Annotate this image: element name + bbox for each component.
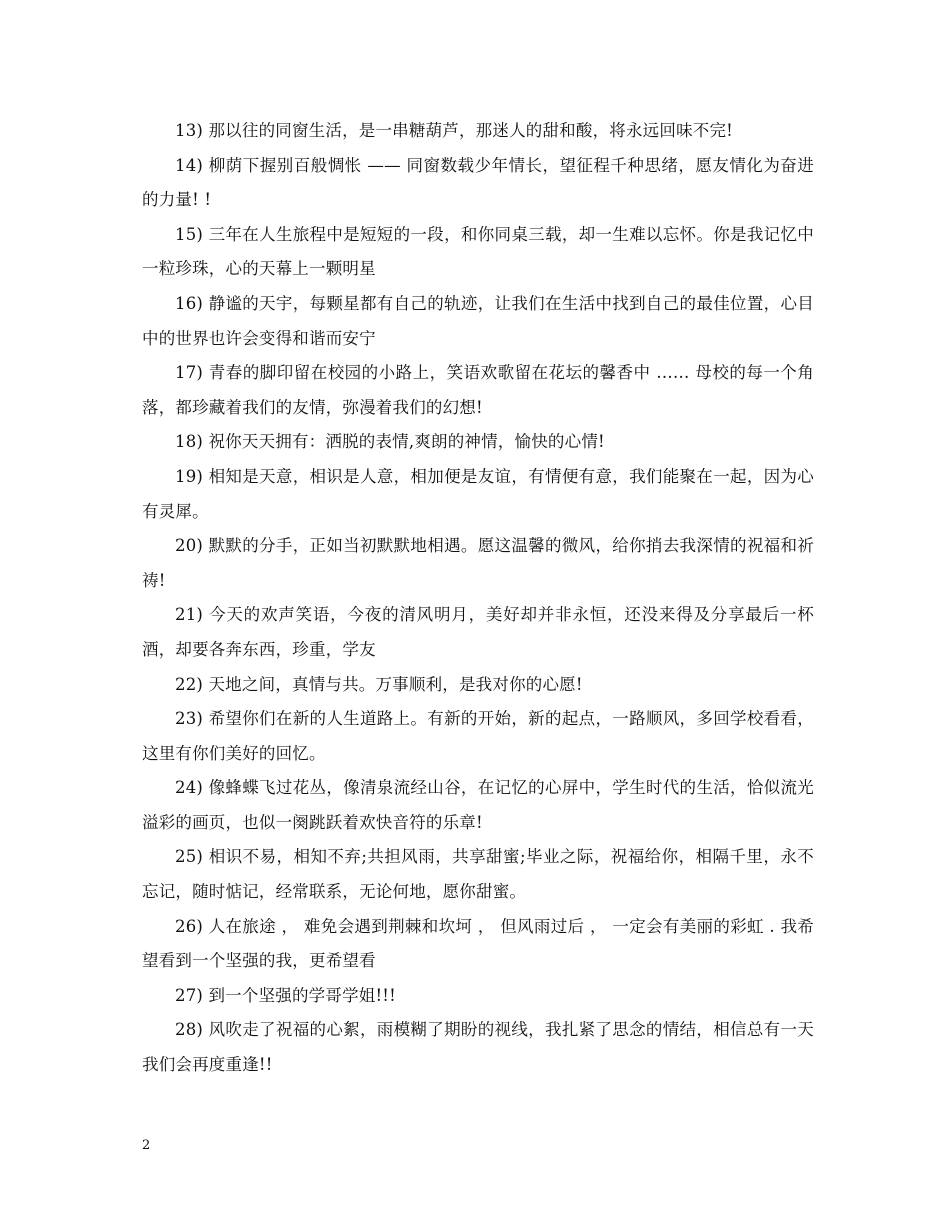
paragraph-25: 25) 相识不易，相知不弃;共担风雨，共享甜蜜;毕业之际，祝福给你，相隔千里，永不忘记，随时惦记，经常联系，无论何地，愿你甜蜜。 [142,847,814,902]
page-number: 2 [142,1138,151,1153]
paragraph-15: 15) 三年在人生旅程中是短短的一段，和你同桌三载，却一生难以忘怀。你是我记忆中一粒珍珠，心的天幕上一颗明星 [142,224,814,279]
paragraph-16: 16) 静谧的天宇，每颗星都有自己的轨迹，让我们在生活中找到自己的最佳位置，心目中的世界也许会变得和谐而安宁 [142,293,814,348]
paragraph-18: 18) 祝你天天拥有：洒脱的表情,爽朗的神情，愉快的心情! [175,432,605,452]
paragraph-24: 24) 像蜂蝶飞过花丛，像清泉流经山谷，在记忆的心屏中，学生时代的生活，恰似流光溢彩的画页，也似一阕跳跃着欢快音符的乐章! [142,778,814,832]
paragraph-20: 20) 默默的分手，正如当初默默地相遇。愿这温馨的微风，给你捎去我深情的祝福和祈祷! [142,536,814,590]
paragraph-26: 26) 人在旅途 ， 难免会遇到荆棘和坎坷 ， 但风雨过后 ， 一定会有美丽的彩虹 . 我希望看到一个坚强的我，更希望看 [142,916,814,971]
paragraph-13: 13) 那以往的同窗生活，是一串糖葫芦，那迷人的甜和酸，将永远回味不完! [175,121,734,140]
document-body [142,114,814,1083]
paragraph-14: 14) 柳荫下握别百般惆怅 —— 同窗数载少年情长，望征程千种思绪，愿友情化为奋进的力量! ! [142,155,814,210]
paragraph-28: 28) 风吹走了祝福的心絮，雨模糊了期盼的视线，我扎紧了思念的情结，相信总有一天我们会再度重逢!! [142,1020,814,1075]
paragraph-23: 23) 希望你们在新的人生道路上。有新的开始，新的起点，一路顺风，多回学校看看，这里有你们美好的回忆。 [142,709,814,763]
paragraph-22: 22) 天地之间，真情与共。万事顺利，是我对你的心愿! [175,674,583,694]
paragraph-17: 17) 青春的脚印留在校园的小路上，笑语欢歌留在花坛的馨香中 …… 母校的每一个角落，都珍藏着我们的友情，弥漫着我们的幻想! [142,363,814,417]
paragraph-27: 27) 到一个坚强的学哥学姐!!! [175,985,396,1005]
paragraph-21: 21) 今天的欢声笑语，今夜的清风明月，美好却并非永恒，还没来得及分享最后一杯酒，却要各奔东西，珍重，学友 [142,605,814,659]
paragraph-19: 19) 相知是天意，相识是人意，相加便是友谊，有情便有意，我们能聚在一起，因为心有灵犀。 [142,466,814,521]
